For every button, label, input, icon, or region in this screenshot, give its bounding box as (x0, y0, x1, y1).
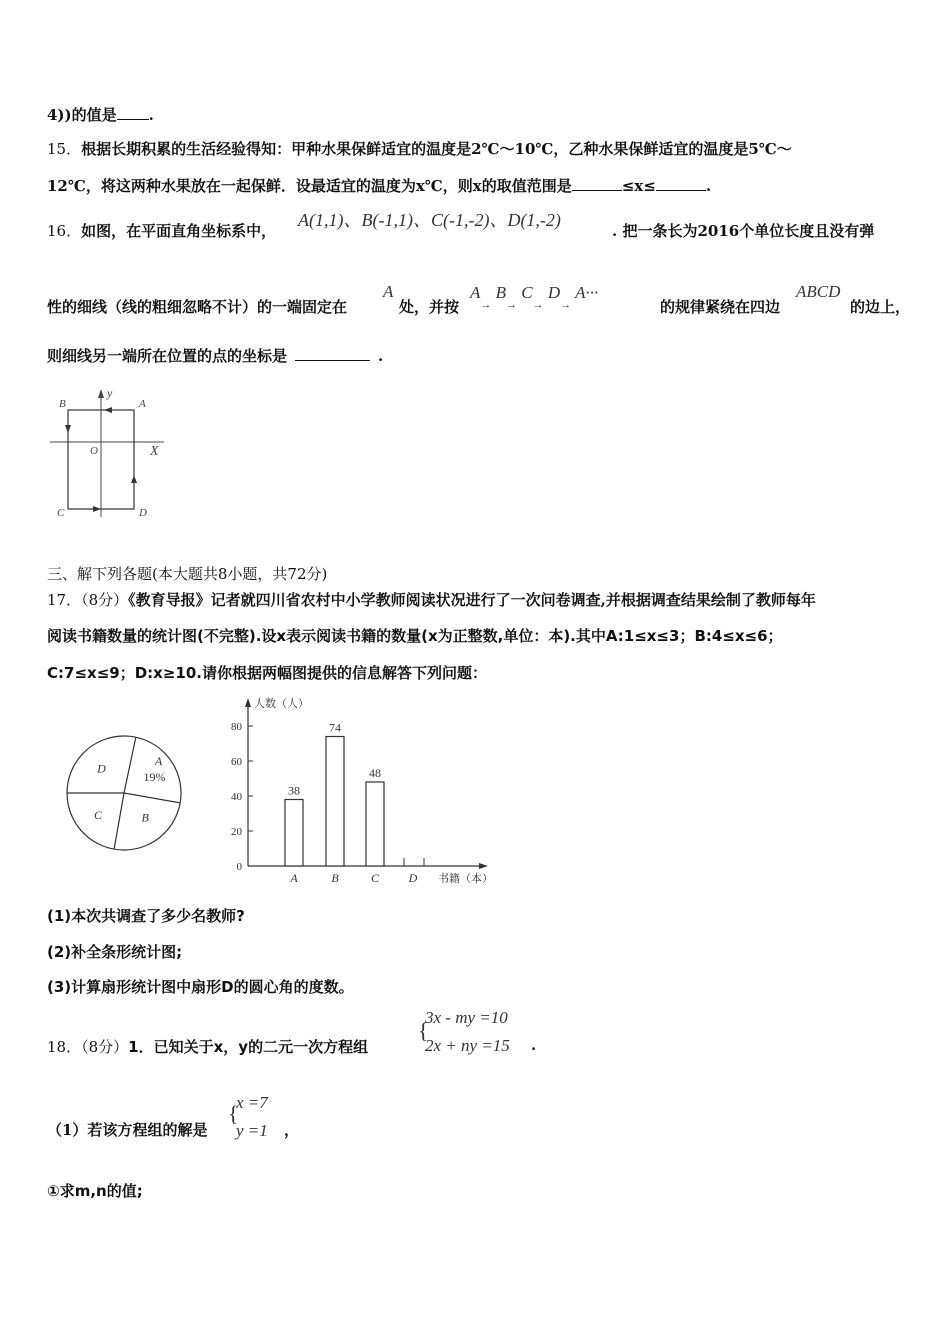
y-axis-arrow-icon (98, 389, 104, 398)
arrow-d-to-a-icon (131, 475, 137, 483)
arrow-icon: → (532, 299, 544, 311)
q17-line2: 阅读书籍数量的统计图(不完整).设x表示阅读书籍的数量(x为正整数,单位：本).其中A:1≤x≤3；B:4≤x≤6； (47, 627, 783, 645)
q16-line1-tail (612, 220, 874, 241)
q18-vars: x，y (213, 1038, 249, 1056)
seq-d: D (547, 283, 561, 302)
q16-coordinate-figure (46, 383, 176, 523)
x-axis-label: 书籍（本） (438, 873, 493, 885)
y-axis-label: 人数（人） (254, 698, 309, 710)
q18-eq2: 2x + ny =15 (425, 1036, 510, 1055)
arrow-a-to-b-icon (104, 407, 112, 413)
q16-line3-end: . (378, 347, 384, 365)
pie-label-a: A (154, 754, 163, 769)
q15-line2 (47, 175, 711, 196)
bar-C (366, 782, 384, 866)
q16-line2-a: 性的细线（线的粗细忽略不计）的一端固定在 (47, 298, 348, 316)
bar-A (285, 800, 303, 867)
x-axis-arrow-icon (479, 863, 488, 869)
q16-intro: 如图，在平面直角坐标系中， (81, 222, 277, 240)
q16-line2-c: 的规律紧绕在四边 (660, 298, 781, 316)
bar-value-A: 38 (288, 783, 300, 798)
bar-value-B: 74 (329, 720, 341, 735)
y-tick-label-40: 40 (231, 791, 242, 803)
pie-group (67, 736, 181, 850)
y-tick-label-80: 80 (231, 721, 242, 733)
q18-number: 18． (47, 1038, 82, 1056)
q17-line1 (47, 589, 816, 610)
x-tick-label-A: A (290, 871, 298, 885)
y-axis-arrow-icon (245, 698, 251, 707)
q15-line1 (47, 138, 792, 159)
y-tick-label-60: 60 (231, 756, 242, 768)
label-a: A (139, 398, 146, 410)
q15-blank-lower[interactable] (572, 176, 622, 191)
pie-label-b: B (141, 810, 149, 825)
seq-a-repeat: A··· (575, 283, 599, 302)
x-tick-label-C: C (370, 871, 380, 885)
q18-sub1 (47, 1119, 207, 1140)
x-tick-label-D: D (408, 871, 418, 885)
q14-answer-blank[interactable] (117, 105, 149, 120)
q18-solution-brace: { (228, 1101, 239, 1126)
label-x: X (150, 444, 159, 459)
seq-c: C (521, 283, 533, 302)
q18-eq1: 3x - my =10 (425, 1008, 508, 1027)
q14-tail-text: 4))的值是 (47, 106, 117, 124)
pie-label-a-percent: 19% (143, 770, 166, 785)
bar-B (326, 737, 344, 867)
q16-line2-d: 的边上， (850, 298, 911, 316)
label-y: y (107, 386, 113, 400)
q18-end: . (531, 1036, 537, 1054)
q18-line1 (47, 1036, 368, 1057)
q16-answer-blank[interactable] (295, 346, 370, 361)
q15-text-line1: 根据长期积累的生活经验得知：甲种水果保鲜适宜的温度是2℃～10℃，乙种水果保鲜适宜的温度是5℃～ (81, 140, 792, 158)
arrow-icon: → (506, 299, 518, 311)
q18-system-brace: { (418, 1018, 429, 1043)
q16-text-after-points: . 把一条长为2016个单位长度且没有弹 (612, 222, 875, 240)
label-b: B (59, 398, 66, 410)
q17-sub3: (3)计算扇形统计图中扇形D的圆心角的度数。 (47, 978, 354, 996)
y-tick-label-0: 0 (236, 861, 242, 873)
q14-tail (47, 104, 154, 125)
arrow-b-to-c-icon (65, 425, 71, 433)
q14-end: . (148, 106, 154, 124)
q16-line3 (47, 345, 383, 366)
q18-text: 的二元一次方程组 (248, 1038, 369, 1056)
arrow-c-to-d-icon (93, 506, 101, 512)
seq-a: A (470, 283, 481, 302)
section3-heading: 三、解下列各题(本大题共8小题，共72分) (47, 565, 328, 583)
q18-points: （8分） (81, 1038, 129, 1056)
pie-label-c: C (93, 807, 102, 822)
q16-line3-text: 则细线另一端所在位置的点的坐标是 (47, 347, 288, 365)
q16-line1 (47, 220, 276, 241)
q15-number: 15． (47, 140, 82, 158)
q16-sequence (470, 283, 599, 311)
q15-end: . (705, 177, 712, 195)
q17-number: 17． (47, 591, 82, 609)
q15-blank-upper[interactable] (656, 176, 706, 191)
q16-point-a: A (383, 282, 394, 301)
q17-text-line1: 《教育导报》记者就四川省农村中小学教师阅读状况进行了一次问卷调查,并根据调查结果绘制了教师每年 (128, 591, 816, 609)
q18-lead: 1．已知关于 (128, 1038, 214, 1056)
q17-pie-chart (60, 731, 190, 856)
label-c: C (57, 507, 65, 519)
pie-label-d: D (97, 761, 106, 776)
q16-quad: ABCD (796, 282, 841, 301)
label-origin: O (90, 445, 98, 457)
q17-bar-chart (220, 692, 510, 892)
q17-points: （8分） (81, 591, 129, 609)
q16-line2-b: 处，并按 (399, 298, 460, 316)
q15-ineq: ≤x≤ (621, 177, 656, 195)
x-tick-label-B: B (331, 871, 339, 885)
q18-sub1-q: ①求m,n的值; (47, 1182, 143, 1200)
q18-sol1: x =7 (236, 1093, 268, 1112)
q18-sub1-end: ， (284, 1121, 300, 1139)
y-tick-label-20: 20 (231, 826, 242, 838)
q16-number: 16． (47, 222, 82, 240)
arrow-icon: → (480, 299, 492, 311)
q17-line3: C:7≤x≤9；D:x≥10.请你根据两幅图提供的信息解答下列问题： (47, 664, 487, 682)
q15-text-line2: 12℃，将这两种水果放在一起保鲜．设最适宜的温度为x℃，则x的取值范围是 (47, 177, 572, 195)
arrow-icon: → (560, 299, 572, 311)
seq-b: B (495, 283, 507, 302)
label-d: D (139, 507, 147, 519)
bar-value-C: 48 (369, 766, 381, 780)
q18-sol2: y =1 (236, 1121, 268, 1140)
q17-sub1: (1)本次共调查了多少名教师? (47, 907, 245, 925)
q17-sub2: (2)补全条形统计图; (47, 943, 183, 961)
q18-sub1-text: （1）若该方程组的解是 (47, 1121, 208, 1139)
q16-points: A(1,1)、B(-1,1)、C(-1,-2)、D(1,-2) (298, 210, 561, 230)
